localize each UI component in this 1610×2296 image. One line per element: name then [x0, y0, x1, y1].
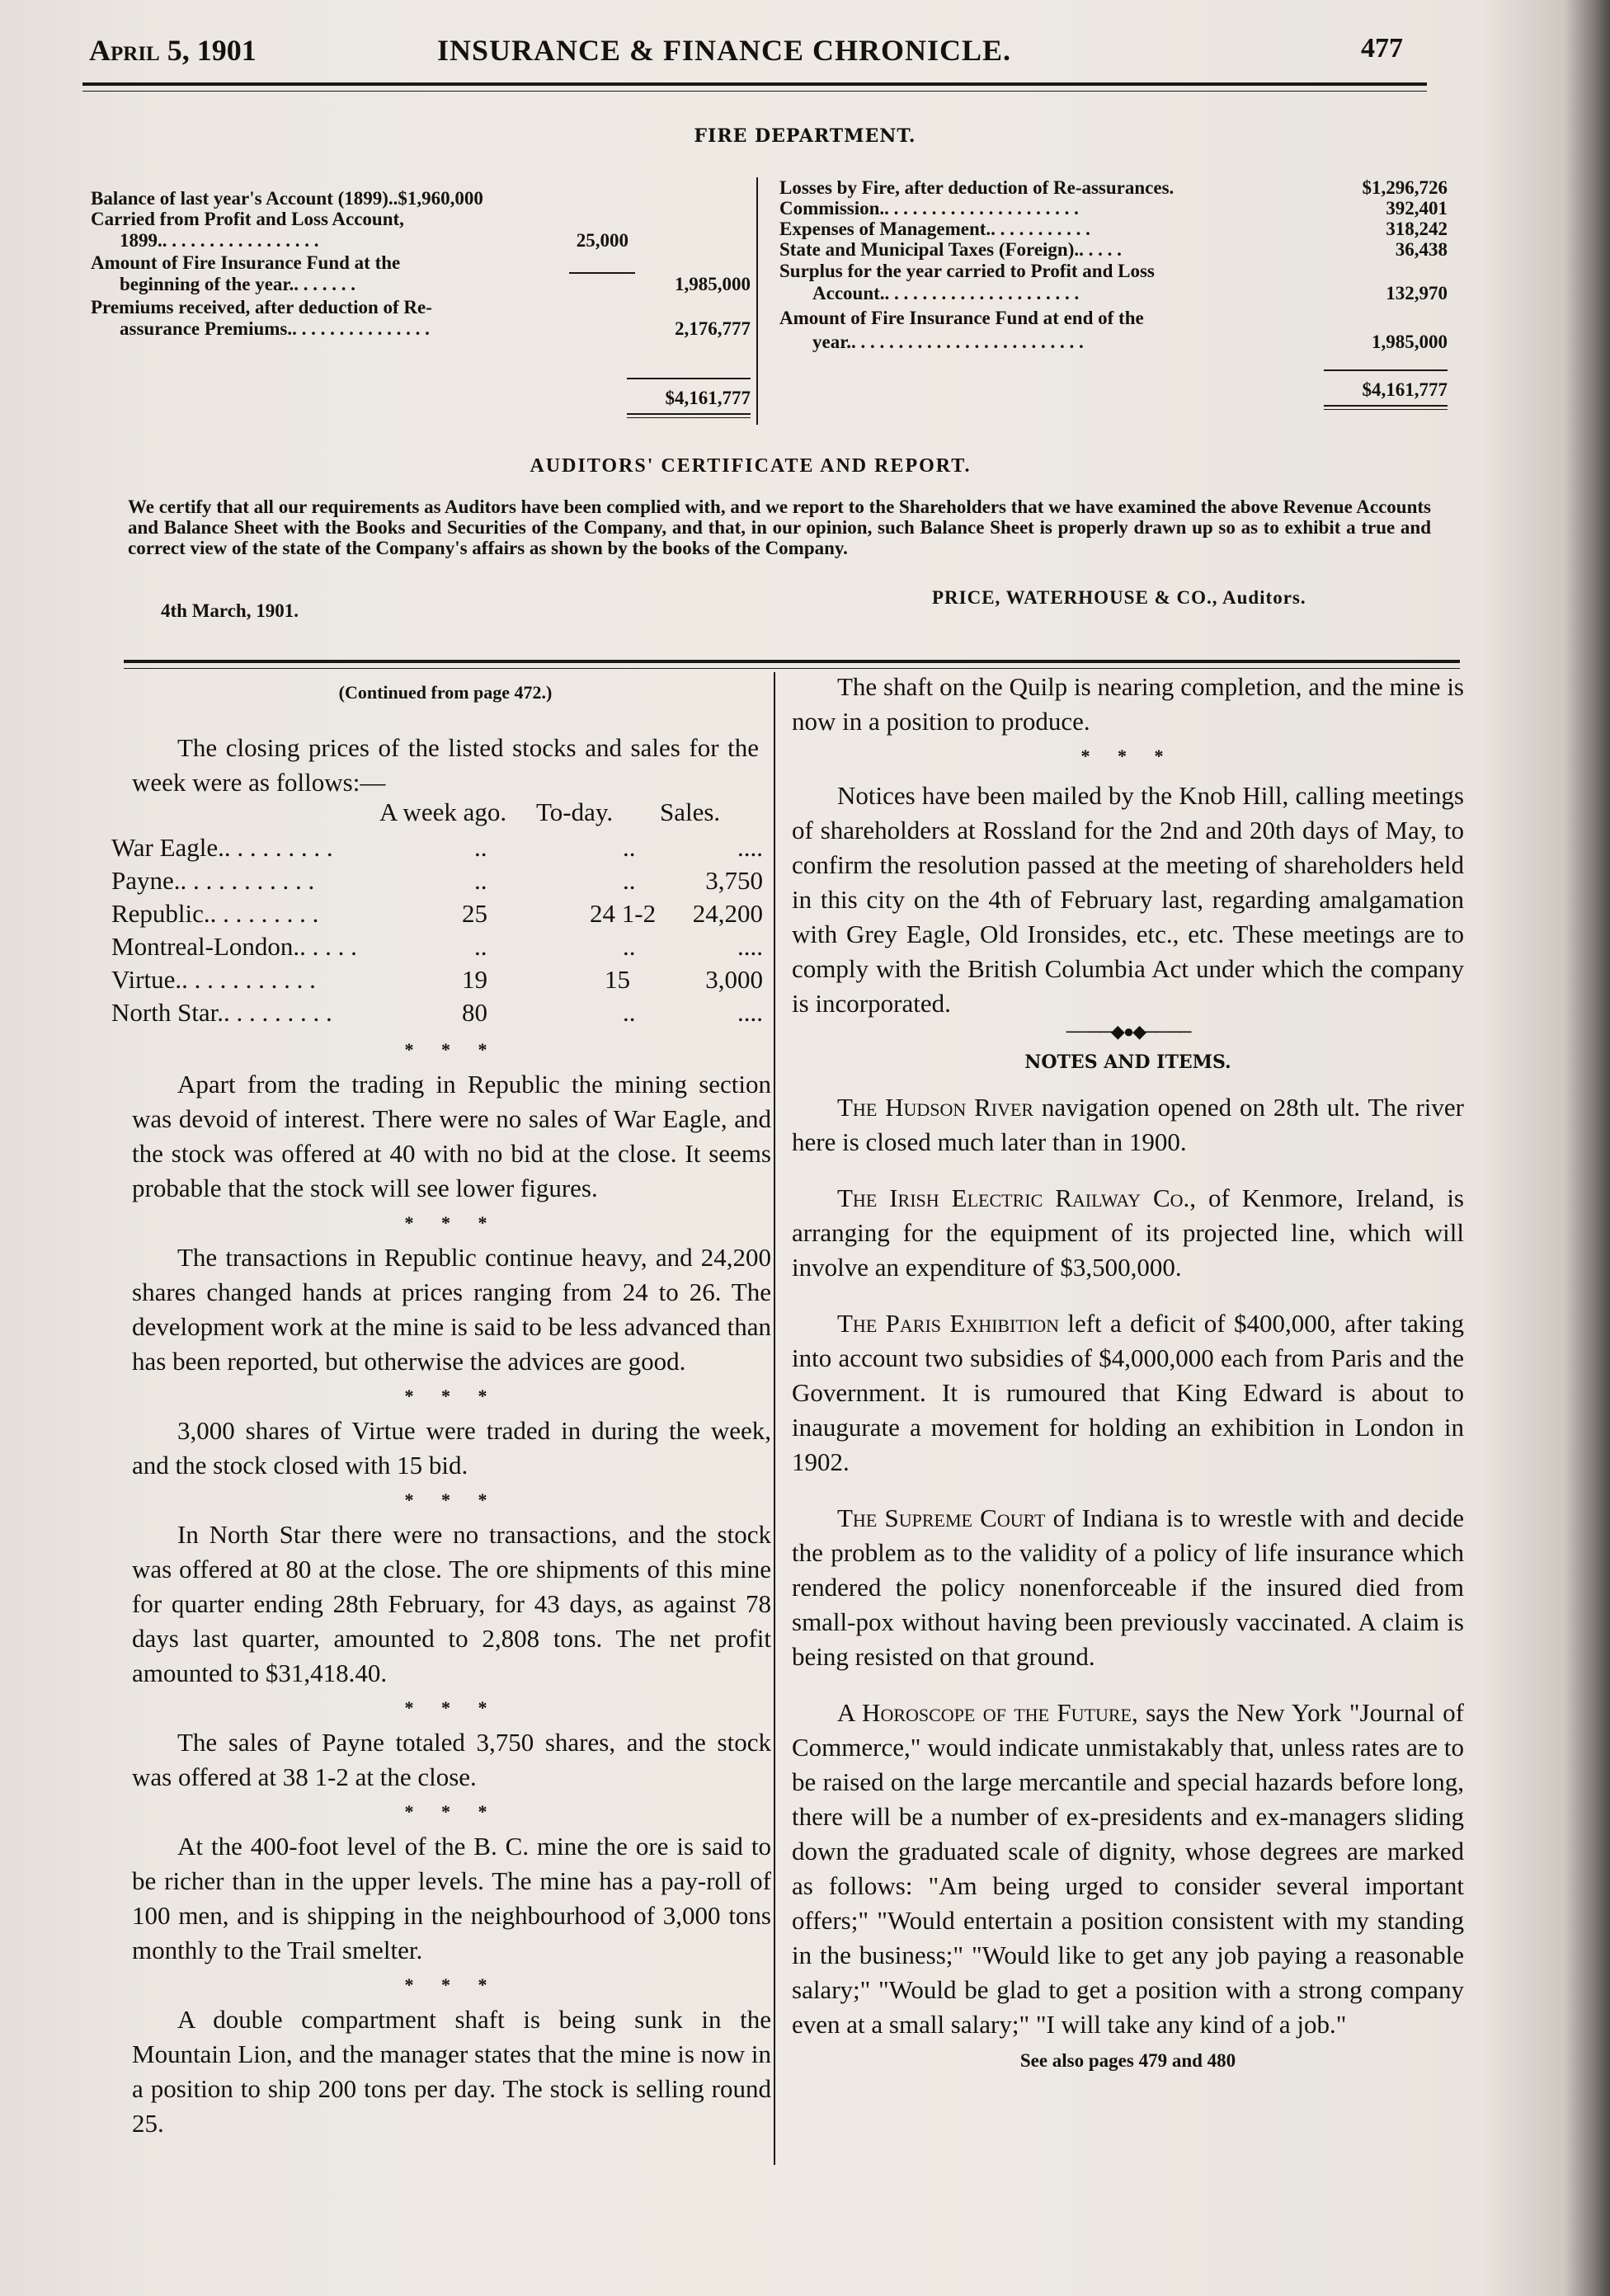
subtotal-rule	[569, 272, 635, 274]
ornament-divider: ────◆●◆────	[1066, 1021, 1190, 1042]
stock-name: Payne.. . . . . . . . . . .	[111, 866, 315, 895]
total-rule-bottom	[627, 413, 751, 415]
stock-today: ..	[623, 833, 636, 862]
article-paragraph: 3,000 shares of Virtue were traded in during the week, and the stock closed with 15 bid.	[132, 1416, 771, 1480]
stock-sales: ....	[737, 833, 763, 862]
fire-right-line: Account.. . . . . . . . . . . . . . . . . . . . . 132,970	[812, 283, 1448, 303]
page-edge-shadow	[1565, 0, 1610, 2296]
fire-column-divider	[756, 177, 758, 425]
left-column	[132, 676, 759, 800]
stock-week-ago: ..	[474, 866, 487, 895]
fire-left-line: 1899.. . . . . . . . . . . . . . . . . 25,000	[120, 230, 628, 251]
fire-right-line: Expenses of Management.. . . . . . . . . . . 318,242	[779, 219, 1448, 239]
notes-title: NOTES AND ITEMS.	[1024, 1052, 1231, 1073]
fire-department-title: FIRE DEPARTMENT.	[694, 125, 916, 147]
stock-sales: 24,200	[692, 899, 763, 928]
separator-stars: * * *	[404, 1974, 499, 1995]
auditors-date: 4th March, 1901.	[161, 600, 299, 621]
stock-row	[111, 864, 763, 897]
see-also-note: See also pages 479 and 480	[1019, 2050, 1236, 2071]
fire-right-line: year.. . . . . . . . . . . . . . . . . . . . . . . . . 1,985,000	[812, 332, 1448, 352]
stock-table-header	[132, 796, 759, 829]
stock-intro: The closing prices of the listed stocks and sales for the week were as follows:—	[132, 733, 759, 797]
stock-row	[111, 930, 763, 963]
fire-right-line: Surplus for the year carried to Profit and Loss	[779, 261, 1155, 281]
stock-name: North Star.. . . . . . . . .	[111, 998, 332, 1027]
header-rule-thin	[82, 91, 1427, 92]
header-rule-thick	[82, 82, 1427, 86]
separator-stars: * * *	[404, 1801, 499, 1822]
fire-left-total: $4,161,777	[665, 388, 751, 408]
column-divider	[774, 672, 775, 2165]
total-rule-bottom	[1324, 405, 1448, 407]
stock-week-ago: 80	[462, 998, 487, 1027]
stock-name: Republic.. . . . . . . . .	[111, 899, 319, 928]
stock-sales: ....	[737, 998, 763, 1027]
stock-sales: 3,750	[705, 866, 763, 895]
article-paragraph: At the 400-foot level of the B. C. mine the ore is said to be richer than in the upper levels. The mine has a pay-roll of 100 men, and is shipping in the neighbourhood of 3,000 tons monthly to the Trail smelter.	[132, 1832, 771, 1964]
fire-left-line: Premiums received, after deduction of Re-	[91, 297, 432, 318]
auditors-signature: PRICE, WATERHOUSE & CO., Auditors.	[932, 587, 1306, 608]
fire-left-line: Balance of last year's Account (1899)..$1,960,000	[91, 188, 483, 209]
stock-sales: ....	[737, 932, 763, 961]
stock-today: 24 1-2	[590, 899, 657, 928]
total-rule-top	[627, 378, 751, 379]
note-item: The Paris Exhibition left a deficit of $400,000, after taking into account two subsidies of $4,000,000 each from Paris and the Government. It is rumoured that King Edward is about to inaugurate a movement for holding an exhibition in London in 1902.	[792, 1309, 1464, 1476]
col-header-sales: Sales.	[660, 797, 721, 826]
stock-week-ago: ..	[474, 932, 487, 961]
separator-stars: * * *	[404, 1386, 499, 1406]
fire-left-line: Carried from Profit and Loss Account,	[91, 209, 404, 229]
section-rule-thick	[124, 660, 1460, 663]
stock-name: Montreal-London.. . . . .	[111, 932, 357, 961]
stock-today: 15	[605, 965, 630, 994]
total-rule-bottom-thin	[1324, 409, 1448, 410]
stock-sales: 3,000	[705, 965, 763, 994]
article-paragraph: Notices have been mailed by the Knob Hill, calling meetings of shareholders at Rossland for the 2nd and 20th days of May, to confirm the resolution passed at the meeting of shareholders held in this city on the 4th of February last, regarding amalgamation with Grey Eagle, Old Ironsides, etc., etc. These meetings are to comply with the British Columbia Act under which the company is incorporated.	[792, 781, 1464, 1018]
stock-today: ..	[623, 866, 636, 895]
note-item: The Supreme Court of Indiana is to wrestle with and decide the problem as to the validity of a policy of life insurance which rendered the policy nonenforceable if the insured died from small-pox without having been previously vaccinated. A claim is being resisted on that ground.	[792, 1503, 1464, 1671]
separator-stars: * * *	[404, 1697, 499, 1718]
stock-today: ..	[623, 998, 636, 1027]
stock-name: War Eagle.. . . . . . . . .	[111, 833, 333, 862]
stock-today: ..	[623, 932, 636, 961]
stock-name: Virtue.. . . . . . . . . . .	[111, 965, 316, 994]
page-number: 477	[1361, 33, 1403, 64]
note-item: A Horoscope of the Future, says the New York "Journal of Commerce," would indicate unmistakably that, unless rates are to be raised on the large mercantile and special hazards before long, there will be a number of ex-presidents and ex-managers sliding down the graduated scale of dignity, whose degrees are marked as follows: "Am being urged to consider several important offers;" "Would entertain a position consistent with my standing in the business;" "Would like to get any job paying a reasonable salary;" "Would be glad to get a position with a strong company even at a small salary;" "I will take any kind of a job."	[792, 1698, 1464, 2039]
fire-right-line: Amount of Fire Insurance Fund at end of the	[779, 308, 1144, 328]
auditors-title: AUDITORS' CERTIFICATE AND REPORT.	[530, 455, 972, 477]
auditors-certificate-text: We certify that all our requirements as Auditors have been complied with, and we report to the Shareholders that we have examined the above Revenue Accounts and Balance Sheet with the Books and Securities of the Company, and that, in our opinion, such Balance Sheet is properly drawn up so as to exhibit a true and correct view of the state of the Company's affairs as shown by the books of the Company.	[128, 496, 1431, 558]
col-header-week-ago: A week ago.	[379, 797, 507, 826]
fire-right-total: $4,161,777	[1362, 379, 1448, 400]
article-paragraph: The transactions in Republic continue heavy, and 24,200 shares changed hands at prices ranging from 24 to 26. The development work at the mine is said to be less advanced than has been reported, but otherwise the advices are good.	[132, 1243, 771, 1376]
article-paragraph: Apart from the trading in Republic the mining section was devoid of interest. There were no sales of War Eagle, and the stock was offered at 40 with no bid at the close. It seems probable that the stock will see lower figures.	[132, 1070, 771, 1202]
article-paragraph: A double compartment shaft is being sunk in the Mountain Lion, and the manager states that the mine is now in a position to ship 200 tons per day. The stock is selling round 25.	[132, 2005, 771, 2138]
separator-stars: * * *	[404, 1039, 499, 1060]
separator-stars: * * *	[404, 1212, 499, 1233]
stock-row	[111, 996, 763, 1029]
stock-week-ago: ..	[474, 833, 487, 862]
fire-right-line: Commission.. . . . . . . . . . . . . . . . . . . . . 392,401	[779, 198, 1448, 219]
fire-right-line: State and Municipal Taxes (Foreign).. . . . . 36,438	[779, 239, 1448, 260]
fire-left-line: assurance Premiums.. . . . . . . . . . . . . . . 2,176,777	[120, 318, 751, 339]
continued-note: (Continued from page 472.)	[338, 682, 553, 703]
total-rule-top	[1324, 369, 1448, 371]
article-paragraph: The shaft on the Quilp is nearing completion, and the mine is now in a position to produce.	[792, 672, 1464, 736]
article-paragraph: In North Star there were no transactions, and the stock was offered at 80 at the close. The ore shipments of this mine for quarter ending 28th February, for 43 days, as against 78 days last quarter, amounted to 2,808 tons. The net profit amounted to $31,418.40.	[132, 1520, 771, 1687]
stock-week-ago: 25	[462, 899, 487, 928]
fire-left-line: beginning of the year.. . . . . . . 1,985,000	[120, 274, 751, 294]
section-rule-thin	[124, 668, 1460, 669]
note-item: The Hudson River navigation opened on 28th ult. The river here is closed much later than in 1900.	[792, 1093, 1464, 1156]
publication-title: INSURANCE & FINANCE CHRONICLE.	[437, 34, 1012, 67]
article-paragraph: The sales of Payne totaled 3,750 shares, and the stock was offered at 38 1-2 at the close.	[132, 1728, 771, 1791]
fire-left-line: Amount of Fire Insurance Fund at the	[91, 252, 401, 273]
total-rule-bottom-thin	[627, 417, 751, 418]
left-column-articles	[132, 1033, 771, 2141]
note-item: The Irish Electric Railway Co., of Kenmore, Ireland, is arranging for the equipment of its projected line, which will involve an expenditure of $3,500,000.	[792, 1183, 1464, 1282]
stock-row	[111, 963, 763, 996]
right-column	[792, 670, 1464, 2076]
stock-row	[111, 831, 763, 864]
stock-week-ago: 19	[462, 965, 487, 994]
stock-row	[111, 897, 763, 930]
issue-date: April 5, 1901	[89, 34, 257, 67]
separator-stars: * * *	[404, 1489, 499, 1510]
separator-stars: * * *	[1080, 746, 1175, 766]
col-header-today: To-day.	[536, 797, 614, 826]
fire-right-line: Losses by Fire, after deduction of Re-assurances. $1,296,726	[779, 177, 1448, 198]
